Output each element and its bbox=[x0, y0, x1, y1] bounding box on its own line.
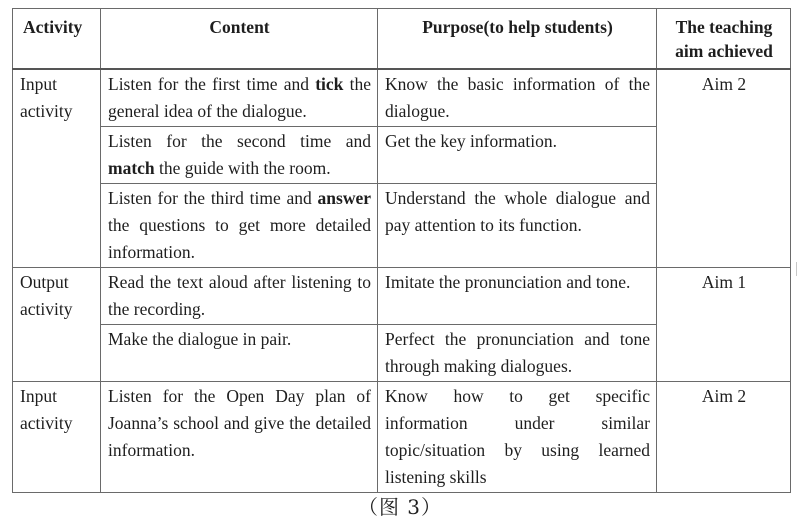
edge-mark bbox=[796, 262, 797, 276]
lesson-activity-table bbox=[12, 8, 791, 493]
content-text: the general idea of the dialogue. bbox=[108, 74, 371, 121]
aim-cell-input-1: Aim 2 bbox=[657, 69, 791, 268]
content-text: the questions to get more detailed information. bbox=[108, 215, 371, 262]
content-cell bbox=[101, 184, 378, 268]
header-teaching-aim-line1: The teaching bbox=[675, 17, 773, 37]
content-cell bbox=[101, 69, 378, 127]
purpose-cell: Perfect the pronunciation and tone through making dialogues. bbox=[378, 325, 657, 382]
figure-caption: （图 3） bbox=[357, 495, 443, 519]
purpose-cell: Understand the whole dialogue and pay attention to its function. bbox=[378, 184, 657, 268]
purpose-cell: Get the key information. bbox=[378, 127, 657, 184]
header-content: Content bbox=[101, 9, 378, 70]
header-teaching-aim bbox=[657, 9, 791, 70]
content-cell: Read the text aloud after listening to the recording. bbox=[101, 268, 378, 325]
content-keyword-tick: tick bbox=[315, 74, 344, 94]
header-activity: Activity bbox=[13, 9, 101, 70]
content-cell: Listen for the Open Day plan of Joanna’s school and give the detailed information. bbox=[101, 382, 378, 493]
content-text: Listen for the second time and bbox=[108, 131, 371, 151]
activity-cell-input-2: Input activity bbox=[13, 382, 101, 493]
content-cell: Make the dialogue in pair. bbox=[101, 325, 378, 382]
purpose-cell: Imitate the pronunciation and tone. bbox=[378, 268, 657, 325]
purpose-cell: Know the basic information of the dialogue. bbox=[378, 69, 657, 127]
table-header-row bbox=[13, 9, 791, 70]
header-purpose: Purpose(to help students) bbox=[378, 9, 657, 70]
content-text: Listen for the third time and bbox=[108, 188, 318, 208]
purpose-cell: Know how to get specific information under similar topic/situation by using learned listening skills bbox=[378, 382, 657, 493]
content-keyword-match: match bbox=[108, 158, 155, 178]
aim-cell-output: Aim 1 bbox=[657, 268, 791, 382]
activity-cell-input-1: Input activity bbox=[13, 69, 101, 268]
table-row bbox=[13, 69, 791, 127]
content-keyword-answer: answer bbox=[317, 188, 371, 208]
aim-cell-input-2: Aim 2 bbox=[657, 382, 791, 493]
content-text: the guide with the room. bbox=[154, 158, 331, 178]
content-text: Listen for the first time and bbox=[108, 74, 316, 94]
table-row bbox=[13, 382, 791, 493]
activity-cell-output: Output activity bbox=[13, 268, 101, 382]
table-row bbox=[13, 268, 791, 325]
content-cell bbox=[101, 127, 378, 184]
header-teaching-aim-line2: aim achieved bbox=[675, 41, 773, 61]
